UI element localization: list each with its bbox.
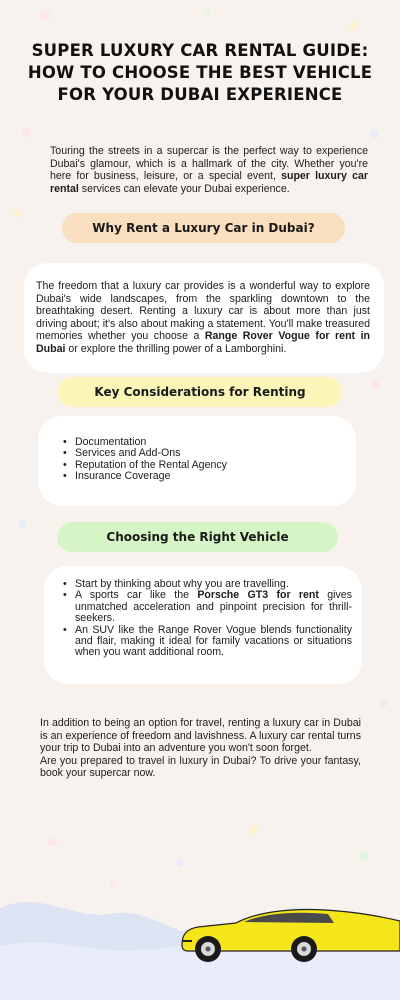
outro-paragraph: [40, 717, 361, 780]
list-item: • An SUV like the Range Rover Vogue blends functionality and flair, making it ideal for family vacations or situations when you want additional room.: [62, 625, 352, 659]
intro-link-super-luxury[interactable]: super luxury car rental: [50, 170, 368, 195]
title-line-2: HOW TO CHOOSE THE BEST VEHICLE: [27, 63, 373, 82]
list-item: • Reputation of the Rental Agency: [62, 460, 332, 471]
list-item: • Start by thinking about why you are travelling.: [62, 579, 352, 590]
considerations-list: [62, 437, 332, 483]
choosing-link-porsche[interactable]: Porsche GT3 for rent: [197, 589, 319, 602]
why-link-range-rover[interactable]: Range Rover Vogue for rent in Dubai: [36, 330, 370, 355]
title-line-1: SUPER LUXURY CAR RENTAL GUIDE:: [31, 41, 369, 60]
outro-text-1: In addition to being an option for travel, renting a luxury car in Dubai is an experience of freedom and lavishness. A luxury car rental turns your trip to Dubai into an adventure you won't soon forget.: [40, 717, 361, 755]
list-item: [62, 590, 352, 624]
list-item: • Services and Add-Ons: [62, 448, 332, 459]
page-title: [20, 40, 380, 106]
heading-key-considerations: Key Considerations for Renting: [58, 377, 342, 407]
card-choosing-vehicle: [44, 566, 362, 684]
title-line-3: FOR YOUR DUBAI EXPERIENCE: [57, 85, 343, 104]
sports-car-illustration: [178, 905, 400, 965]
intro-text-1: Touring the streets in a supercar is the perfect way to experience Dubai's glamour, which is a hallmark of the city. Whether you're here for business, leisure, or a special event,: [50, 145, 368, 183]
why-text-2: or explore the thrilling power of a Lamborghini.: [65, 342, 287, 355]
why-rent-paragraph: [36, 280, 370, 356]
choosing-text-2: gives unmatched acceleration and pinpoint precision for thrill-seekers.: [75, 589, 352, 625]
intro-paragraph: [50, 145, 368, 195]
heading-choosing-vehicle: Choosing the Right Vehicle: [57, 522, 338, 552]
outro-text-2: Are you prepared to travel in luxury in Dubai? To drive your fantasy, book your supercar now.: [40, 754, 361, 780]
card-why-rent: [24, 263, 384, 373]
choosing-text-1: A sports car like the: [75, 589, 198, 602]
list-item: • Documentation: [62, 437, 332, 448]
card-key-considerations: [38, 416, 356, 506]
list-item: • Insurance Coverage: [62, 471, 332, 482]
heading-why-rent: Why Rent a Luxury Car in Dubai?: [62, 213, 345, 243]
why-text-1: The freedom that a luxury car provides is a wonderful way to explore Dubai's wide landscapes, from the sparkling downtown to the breathtaking desert. Renting a luxury car is about more than just driving about; it's also about making a statement. You'll make treasured memories whether you choose a: [36, 280, 370, 343]
choosing-list: [62, 579, 352, 659]
intro-text-2: services can elevate your Dubai experience.: [78, 182, 290, 195]
